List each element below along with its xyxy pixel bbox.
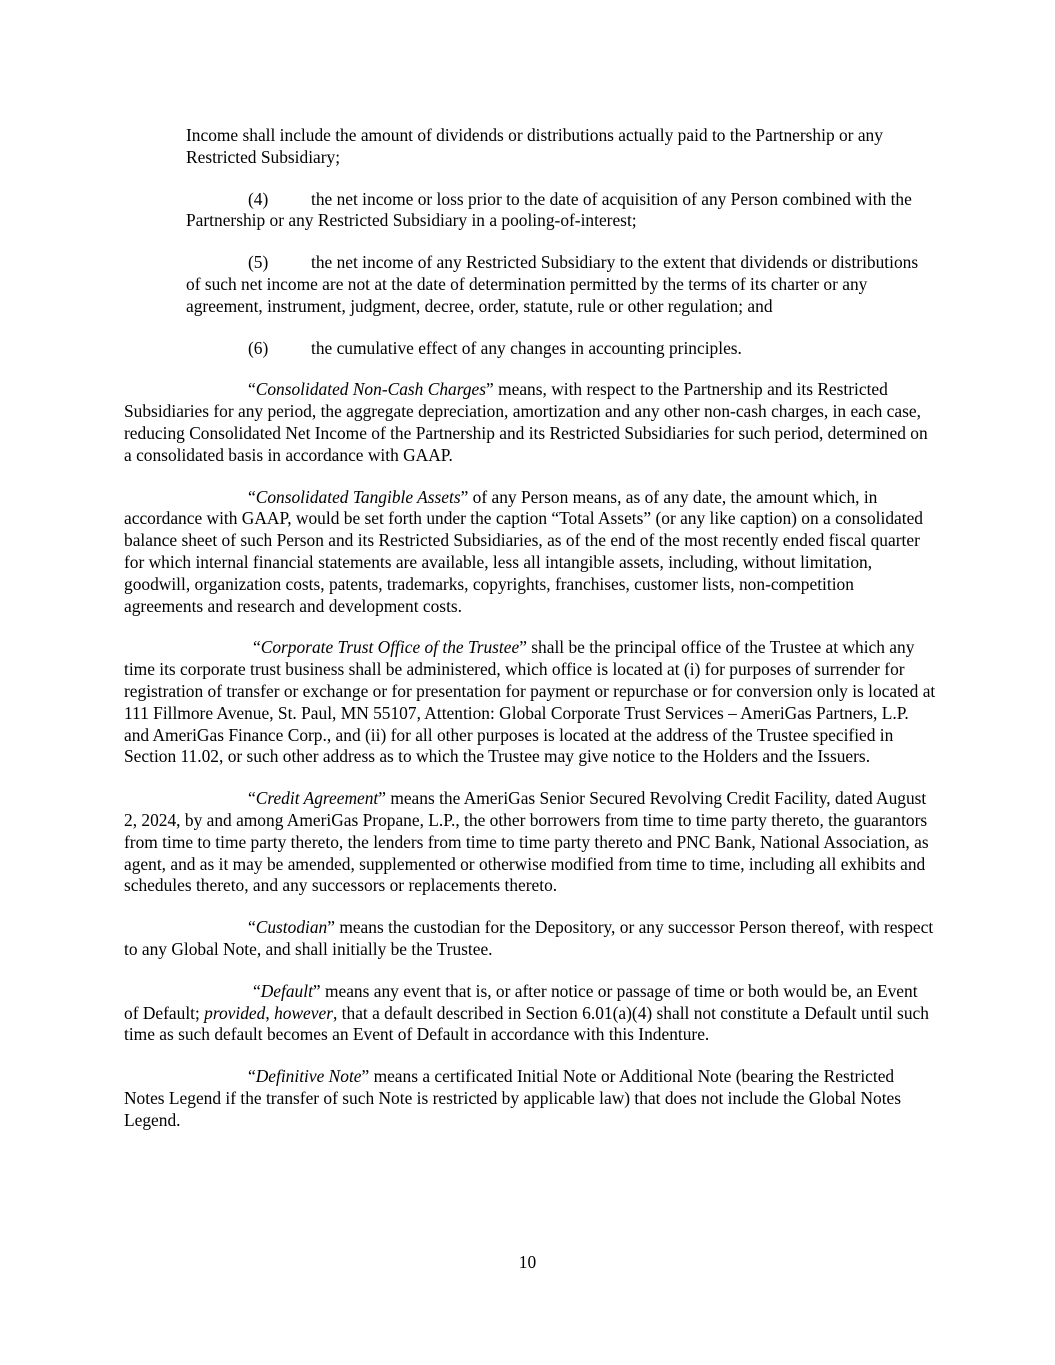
definition-credit-agreement: [124, 788, 936, 897]
open-quote: “: [248, 379, 256, 400]
definition-body: ” means the custodian for the Depository, or any successor Person thereof, with respect to any Global Note, and shall initially be the Trustee.: [124, 917, 934, 959]
open-quote: “: [253, 980, 261, 1001]
page-number: 10: [518, 1252, 537, 1272]
definition-body: ” shall be the principal office of the Trustee at which any time its corporate trust business shall be administered, which office is located at (i) for purposes of surrender for registration of transfer or exchange or for presentation for payment or repurchase or for conversion only is located at 111 Fillmore Avenue, St. Paul, MN 55107, Attention: Global Corporate Trust Services – AmeriGas Partners, L.P. and AmeriGas Finance Corp., and (ii) for all other purposes is located at the address of the Trustee specified in Section 11.02, or such other address as to which the Trustee may give notice to the Holders and the Issuers.: [124, 637, 936, 767]
definition-body-continued: , that a default described in Section 6.01(a)(4) shall not constitute a Default until such time as such default becomes an Event of Default in accordance with this Indenture.: [124, 1002, 929, 1045]
defined-term: Credit Agreement: [255, 788, 379, 809]
open-quote: “: [248, 788, 256, 809]
defined-term: Definitive Note: [255, 1066, 362, 1087]
definition-consolidated-non-cash-charges: [124, 379, 936, 466]
definition-definitive-note: [124, 1066, 936, 1131]
defined-term: Consolidated Tangible Assets: [255, 486, 461, 507]
list-item-number: (6): [248, 337, 269, 358]
comma: ,: [265, 1002, 275, 1023]
open-quote: “: [248, 917, 256, 938]
list-item-text: the cumulative effect of any changes in accounting principles.: [311, 337, 742, 358]
definition-body: ” of any Person means, as of any date, the amount which, in accordance with GAAP, would be set forth under the caption “Total Assets” (or any like caption) on a consolidated balance sheet of such Person and its Restricted Subsidiaries, as of the end of the most recently ended fiscal quarter for which internal financial statements are available, less all intangible assets, including, without limitation, goodwill, organization costs, patents, trademarks, copyrights, franchises, customer lists, non-competition agreements and research and development costs.: [124, 486, 923, 616]
defined-term: Custodian: [255, 917, 328, 938]
list-item-number: (5): [248, 252, 269, 273]
provided-word: provided: [204, 1002, 266, 1023]
definition-corporate-trust-office: [124, 637, 936, 768]
definition-body: ” means a certificated Initial Note or Additional Note (bearing the Restricted Notes Legend if the transfer of such Note is restricted by applicable law) that does not include the Global Notes Legend.: [124, 1066, 902, 1130]
open-quote: “: [253, 637, 261, 658]
defined-term: Consolidated Non-Cash Charges: [255, 379, 487, 400]
continued-clause-block: [186, 125, 928, 359]
list-item-6: [186, 338, 928, 360]
list-item-text: the net income of any Restricted Subsidiary to the extent that dividends or distributions of such net income are not at the date of determination permitted by the terms of its charter or any agreement, instrument, judgment, decree, order, statute, rule or other regulation; and: [186, 252, 919, 316]
definition-custodian: [124, 917, 936, 961]
open-quote: “: [248, 486, 256, 507]
document-page: [124, 125, 936, 1131]
continued-paragraph: Income shall include the amount of dividends or distributions actually paid to the Partnership or any Restricted Subsidiary;: [186, 125, 883, 167]
list-item-text: the net income or loss prior to the date of acquisition of any Person combined with the Partnership or any Restricted Subsidiary in a pooling-of-interest;: [186, 188, 912, 231]
definition-default: [124, 981, 936, 1046]
definition-body: ” means the AmeriGas Senior Secured Revolving Credit Facility, dated August 2, 2024, by and among AmeriGas Propane, L.P., the other borrowers from time to time party thereto, the guarantors from time to time party thereto, the lenders from time to time party thereto and PNC Bank, National Association, as agent, and as it may be amended, supplemented or otherwise modified from time to time, including all exhibits and schedules thereto, and any successors or replacements thereto.: [124, 788, 929, 896]
list-item-4: [186, 189, 928, 233]
defined-term: Corporate Trust Office of the Trustee: [260, 637, 520, 658]
however-word: however: [274, 1002, 333, 1023]
definition-body: ” means, with respect to the Partnership and its Restricted Subsidiaries for any period, the aggregate depreciation, amortization and any other non-cash charges, in each case, reducing Consolidated Net Income of the Partnership and its Restricted Subsidiaries for such period, determined on a consolidated basis in accordance with GAAP.: [124, 379, 928, 465]
definition-consolidated-tangible-assets: [124, 487, 936, 618]
list-item-number: (4): [248, 188, 269, 209]
open-quote: “: [248, 1066, 256, 1087]
defined-term: Default: [260, 980, 313, 1001]
definition-body: ” means any event that is, or after notice or passage of time or both would be, an Event of Default;: [124, 980, 918, 1023]
list-item-5: [186, 252, 928, 317]
